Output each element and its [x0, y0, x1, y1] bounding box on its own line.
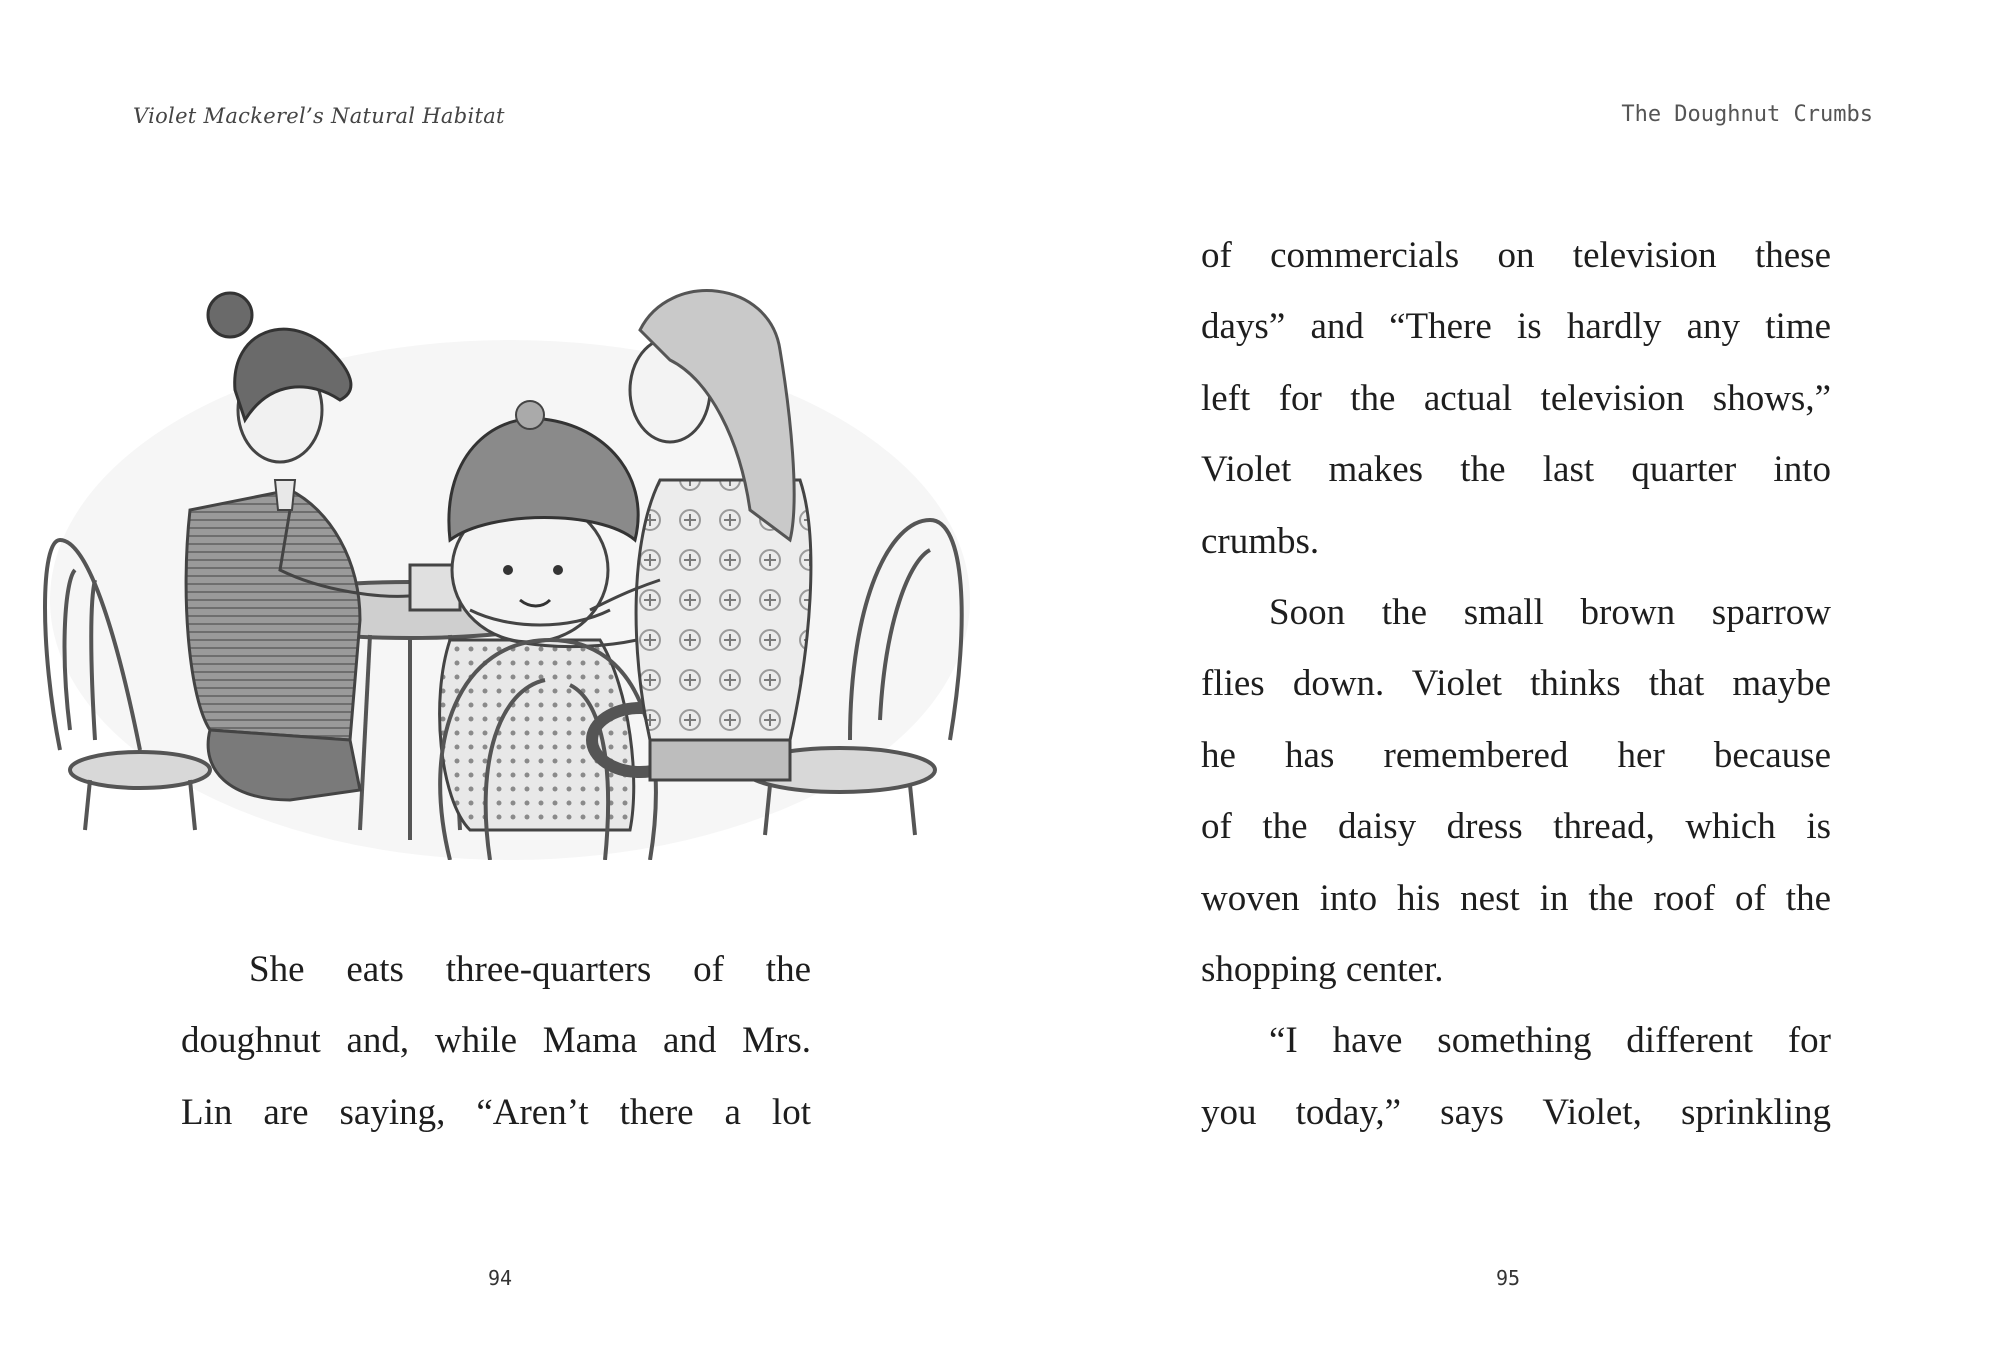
right-body-text [1201, 220, 1831, 1148]
page-number: 94 [488, 1266, 513, 1290]
text-line: Soon the small brown sparrow [1269, 591, 1831, 633]
running-head-chapter-title: The Doughnut Crumbs [1621, 102, 1873, 127]
text-line: Violet makes the last quarter into [1201, 449, 1831, 491]
text-line: Lin are saying, “Aren’t there a lot [181, 1091, 811, 1133]
text-line: doughnut and, while Mama and Mrs. [181, 1020, 811, 1062]
text-line: shopping center. [1201, 948, 1444, 990]
text-line: he has remembered her because [1201, 734, 1831, 776]
left-body-text [181, 934, 811, 1148]
text-line: days” and “There is hardly any time [1201, 306, 1831, 348]
text-line: flies down. Violet thinks that maybe [1201, 663, 1831, 705]
running-head-book-title: Violet Mackerel’s Natural Habitat [133, 104, 505, 128]
text-line: you today,” says Violet, sprinkling [1201, 1091, 1831, 1133]
text-line: left for the actual television shows,” [1201, 377, 1831, 419]
text-line: of the daisy dress thread, which is [1201, 806, 1831, 848]
text-line: “I have something different for [1269, 1020, 1831, 1062]
page-number: 95 [1496, 1266, 1521, 1290]
text-line: She eats three-quarters of the [249, 949, 811, 990]
text-line: crumbs. [1201, 520, 1320, 562]
text-line: of commercials on television these [1201, 235, 1831, 276]
illustration [30, 180, 980, 860]
text-line: woven into his nest in the roof of the [1201, 877, 1831, 919]
right-page [1000, 0, 2000, 1362]
